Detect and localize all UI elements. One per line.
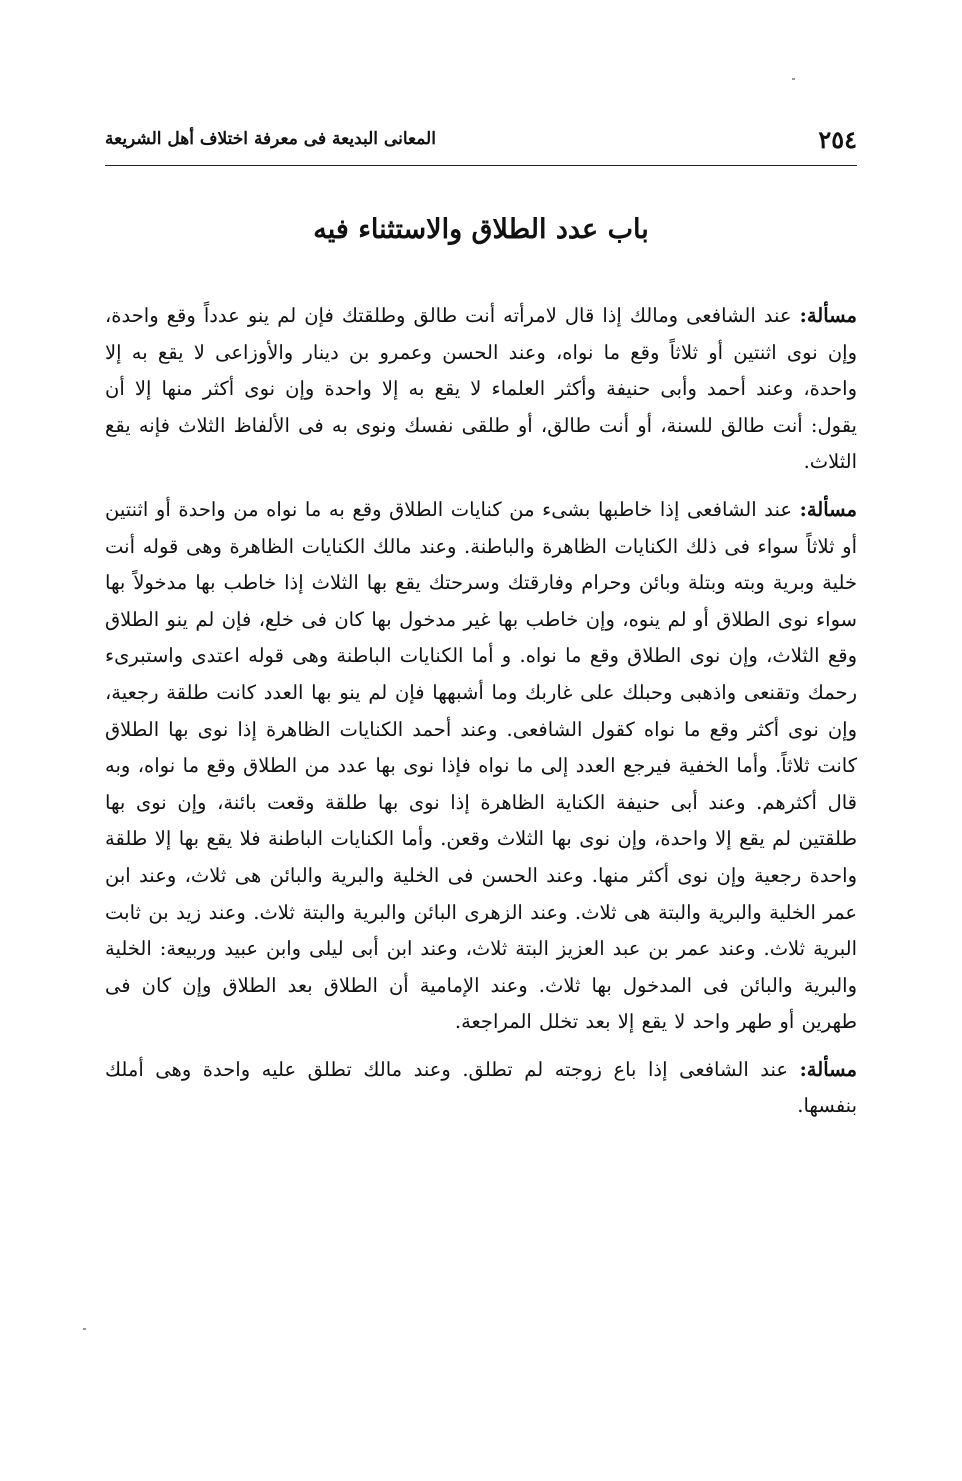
- scan-speck: [792, 78, 795, 80]
- scan-speck: [83, 1328, 86, 1330]
- header-divider: [105, 165, 857, 166]
- paragraph-text: عند الشافعى إذا خاطبها بشىء من كنايات الطلاق وقع به ما نواه من واحدة أو اثنتين أو ثلاثاً سواء فى ذلك الكنايات الظاهرة والباطنة. وعند مالك الكنايات الظاهرة وهى قوله أنت خلية وبرية وبته وبتلة وبائن وحرام وفارقتك وسرحتك يقع بها الثلاث إذا خاطب بها مدخولاً بها سواء نوى الطلاق أو لم ينوه، وإن خاطب بها غير مدخول بها كان فى خلع، فإن لم ينو الطلاق وقع الثلاث، وإن نوى الطلاق وقع ما نواه. و أما الكنايات الباطنة وهى قوله اعتدى واستبرىء رحمك وتقنعى واذهبى وحبلك على غاربك وما أشبهها فإن لم ينو بها العدد كانت طلقة رجعية، وإن نوى أكثر وقع ما نواه كقول الشافعى. وعند أحمد الكنايات الظاهرة إذا نوى بها الطلاق كانت ثلاثاً. وأما الخفية فيرجع العدد إلى ما نواه فإذا نوى بها عدد من الطلاق وقع ما نواه، وبه قال أكثرهم. وعند أبى حنيفة الكناية الظاهرة إذا نوى بها طلقة وقعت بائنة، وإن نوى بها طلقتين لم يقع إلا واحدة، وإن نوى بها الثلاث وقعن. وأما الكنايات الباطنة فلا يقع بها إلا طلقة واحدة رجعية وإن نوى أكثر منها. وعند الحسن فى الخلية والبرية والبائن هى ثلاث، وعند ابن عمر الخلية والبرية والبتة هى ثلاث. وعند الزهرى البائن والبرية والبتة ثلاث. وعند زيد بن ثابت البرية ثلاث. وعند عمر بن عبد العزيز البتة ثلاث، وعند ابن أبى ليلى وابن عبيد وربيعة: الخلية والبرية والبائن فى المدخول بها ثلاث. وعند الإمامية أن الطلاق بعد الطلاق وإن كان فى طهرين أو طهر واحد لا يقع إلا بعد تخلل المراجعة.: [105, 497, 857, 1034]
- page-number: ٢٥٤: [818, 124, 857, 154]
- paragraph-2: [105, 492, 857, 1041]
- issue-label: مسألة:: [799, 1057, 857, 1081]
- running-title: المعانى البديعة فى معرفة اختلاف أهل الشريعة: [105, 129, 436, 149]
- paragraph-text: عند الشافعى إذا باع زوجته لم تطلق. وعند مالك تطلق عليه واحدة وهى أملك بنفسها.: [105, 1057, 857, 1118]
- body-text: [105, 298, 857, 1136]
- issue-label: مسألة:: [799, 304, 858, 327]
- paragraph-3: [105, 1052, 857, 1125]
- page-header: [105, 118, 857, 160]
- paragraph-1: [105, 298, 857, 481]
- paragraph-text: عند الشافعى ومالك إذا قال لامرأته أنت طالق وطلقتك فإن لم ينو عدداً وقع واحدة، وإن نوى اثنتين أو ثلاثاً وقع ما نواه، وعند الحسن وعمرو بن دينار والأوزاعى لا يقع به إلا واحدة، وعند أحمد وأبى حنيفة وأكثر العلماء لا يقع به إلا واحدة وإن نوى أكثر منها إلا أن يقول: أنت طالق للسنة، أو أنت طالق، أو طلقى نفسك ونوى به فى الألفاظ الثلاث فإنه يقع الثلاث.: [105, 304, 857, 474]
- chapter-title: باب عدد الطلاق والاستثناء فيه: [313, 214, 649, 245]
- issue-label: مسألة:: [799, 497, 858, 521]
